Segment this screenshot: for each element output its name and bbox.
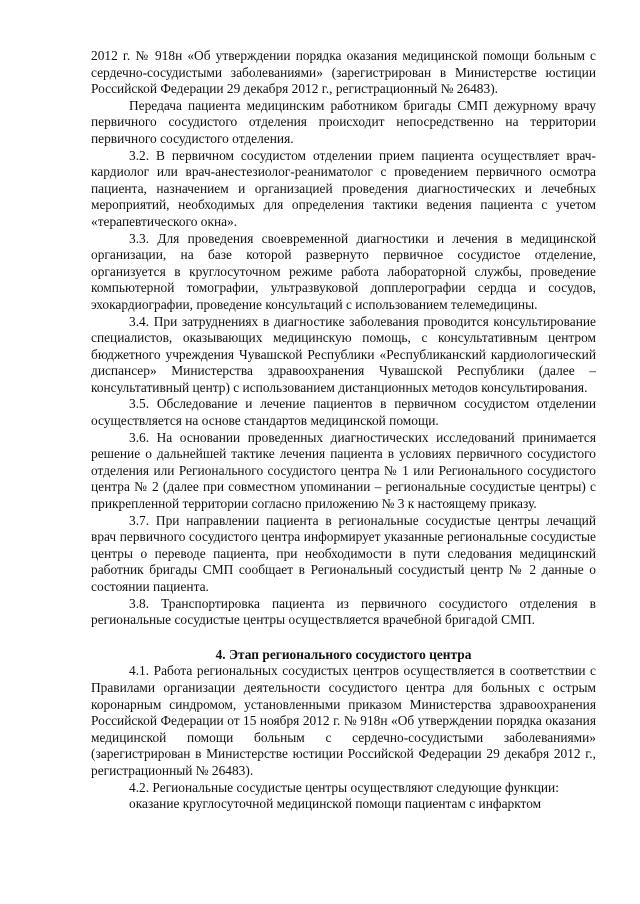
paragraph-3-8: 3.8. Транспортировка пациента из первичного сосудистого отделения в региональные сосудистые центры осуществляется врачебной бригадой СМП.: [91, 595, 596, 628]
paragraph-3-4: 3.4. При затруднениях в диагностике заболевания проводится консультирование специалистов, оказывающих медицинскую помощь, с консультативным центром бюджетного учреждения Чувашской Республики «Республиканский кардиологический диспансер» Министерства здравоохранения Чувашской Республики (далее – консультативный центр) с использованием дистанционных методов консультирования.: [91, 313, 596, 395]
paragraph-3-3: 3.3. Для проведения своевременной диагностики и лечения в медицинской организации, на базе которой развернуто первичное сосудистое отделение, организуется в круглосуточном режиме работа лабораторной службы, проведение компьютерной томографии, ультразвуковой допплерографии сердца и сосудов, эхокардиографии, проведение консультаций с использованием телемедицины.: [91, 230, 596, 312]
paragraph-continuation: 2012 г. № 918н «Об утверждении порядка оказания медицинской помощи больным с сердечно-сосудистыми заболеваниями» (зарегистрирован в Министерстве юстиции Российской Федерации 29 декабря 2012 г., регистрационный № 26483).: [91, 48, 596, 97]
paragraph-3-5: 3.5. Обследование и лечение пациентов в первичном сосудистом отделении осуществляется на основе стандартов медицинской помощи.: [91, 396, 596, 429]
paragraph-patient-transfer: Передача пациента медицинским работником бригады СМП дежурному врачу первичного сосудистого отделения происходит непосредственно на территории первичного сосудистого отделения.: [91, 97, 596, 146]
paragraph-4-2: 4.2. Региональные сосудистые центры осуществляют следующие функции:: [129, 779, 559, 795]
paragraph-functions-start: оказание круглосуточной медицинской помощи пациентам с инфарктом: [129, 796, 542, 812]
section-heading: 4. Этап регионального сосудистого центра: [215, 646, 472, 662]
paragraph-3-6: 3.6. На основании проведенных диагностических исследований принимается решение о дальнейшей тактике лечения пациента в условиях первичного сосудистого отделения или Регионального сосудистого центра № 1 или Регионального сосудистого центра № 2 (далее при совместном упоминании – региональные сосудистые центры) с прикрепленной территории согласно приложению № 3 к настоящему приказу.: [91, 429, 596, 512]
paragraph-4-1: 4.1. Работа региональных сосудистых центров осуществляется в соответствии с Правилами организации деятельности сосудистого центра для больных с острым коронарным синдромом, установленными приказом Министерства здравоохранения Российской Федерации от 15 ноября 2012 г. № 918н «Об утверждении порядка оказания медицинской помощи больным с сердечно-сосудистыми заболеваниями» (зарегистрирован в Министерстве юстиции Российской Федерации 29 декабря 2012 г., регистрационный № 26483).: [91, 663, 596, 778]
paragraph-3-2: 3.2. В первичном сосудистом отделении прием пациента осуществляет врач-кардиолог или врач-анестезиолог-реаниматолог с проведением первичного осмотра пациента, назначением и организацией проведения диагностических и лечебных мероприятий, необходимых для определения тактики ведения пациента с учетом «терапевтического окна».: [91, 147, 596, 229]
paragraph-3-7: 3.7. При направлении пациента в региональные сосудистые центры лечащий врач первичного сосудистого центра информирует указанные региональные сосудистые центры о переводе пациента, при необходимости в пути следования медицинский работник бригады СМП сообщает в Региональный сосудистый центр № 2 данные о состоянии пациента.: [91, 512, 596, 594]
